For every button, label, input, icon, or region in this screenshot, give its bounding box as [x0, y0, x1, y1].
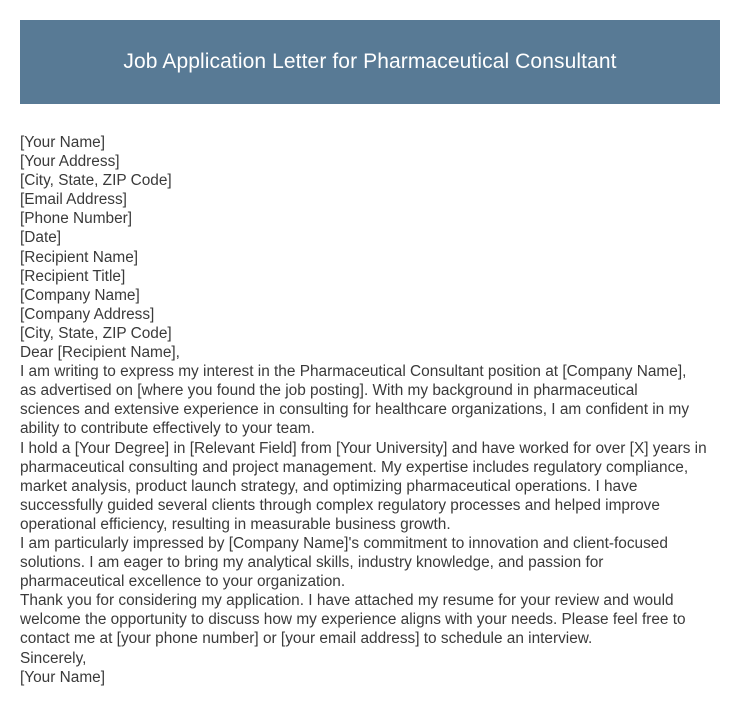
signature-name: [Your Name] — [20, 668, 105, 686]
paragraph-2-line: I hold a [Your Degree] in [Relevant Field] from [Your University] and have worked for over [X] years in — [20, 439, 707, 457]
recipient-company-address: [Company Address] — [20, 305, 155, 323]
recipient-company: [Company Name] — [20, 286, 140, 304]
recipient-title: [Recipient Title] — [20, 267, 126, 285]
closing: Sincerely, — [20, 649, 87, 667]
sender-email: [Email Address] — [20, 191, 127, 209]
sender-address: [Your Address] — [20, 153, 120, 171]
recipient-city-state-zip: [City, State, ZIP Code] — [20, 324, 172, 342]
paragraph-3-line: I am particularly impressed by [Company Name]'s commitment to innovation and client-focused — [20, 534, 668, 552]
paragraph-1-line: I am writing to express my interest in the Pharmaceutical Consultant position at [Company Name], — [20, 363, 687, 381]
recipient-name: [Recipient Name] — [20, 248, 139, 266]
sender-phone: [Phone Number] — [20, 210, 133, 228]
paragraph-1-line: as advertised on [where you found the job posting]. With my background in pharmaceutical — [20, 382, 638, 400]
paragraph-2-line: operational efficiency, resulting in measurable business growth. — [20, 515, 451, 533]
paragraph-1-line: ability to contribute effectively to your team. — [20, 420, 315, 438]
page-title: Job Application Letter for Pharmaceutical Consultant — [123, 50, 617, 73]
paragraph-3-line: solutions. I am eager to bring my analytical skills, industry knowledge, and passion for — [20, 554, 604, 572]
sender-name: [Your Name] — [20, 134, 105, 151]
salutation: Dear [Recipient Name], — [20, 344, 180, 362]
paragraph-4-line: Thank you for considering my application. I have attached my resume for your review and would — [20, 592, 674, 610]
paragraph-1-line: sciences and extensive experience in consulting for healthcare organizations, I am confident in my — [20, 401, 690, 419]
paragraph-3-line: pharmaceutical excellence to your organization. — [20, 573, 346, 591]
paragraph-2-line: pharmaceutical consulting and project management. My expertise includes regulatory compliance, — [20, 458, 689, 476]
paragraph-4-line: contact me at [your phone number] or [your email address] to schedule an interview. — [20, 630, 593, 648]
sender-city-state-zip: [City, State, ZIP Code] — [20, 172, 172, 190]
title-banner — [20, 20, 720, 104]
paragraph-2-line: market analysis, product launch strategy, and optimizing pharmaceutical operations. I have — [20, 477, 638, 495]
paragraph-4-line: welcome the opportunity to discuss how my experience aligns with your needs. Please feel free to — [20, 611, 686, 629]
paragraph-2-line: successfully guided several clients through complex regulatory processes and helped improve — [20, 496, 660, 514]
letter-body — [20, 133, 722, 687]
letter-date: [Date] — [20, 229, 62, 247]
